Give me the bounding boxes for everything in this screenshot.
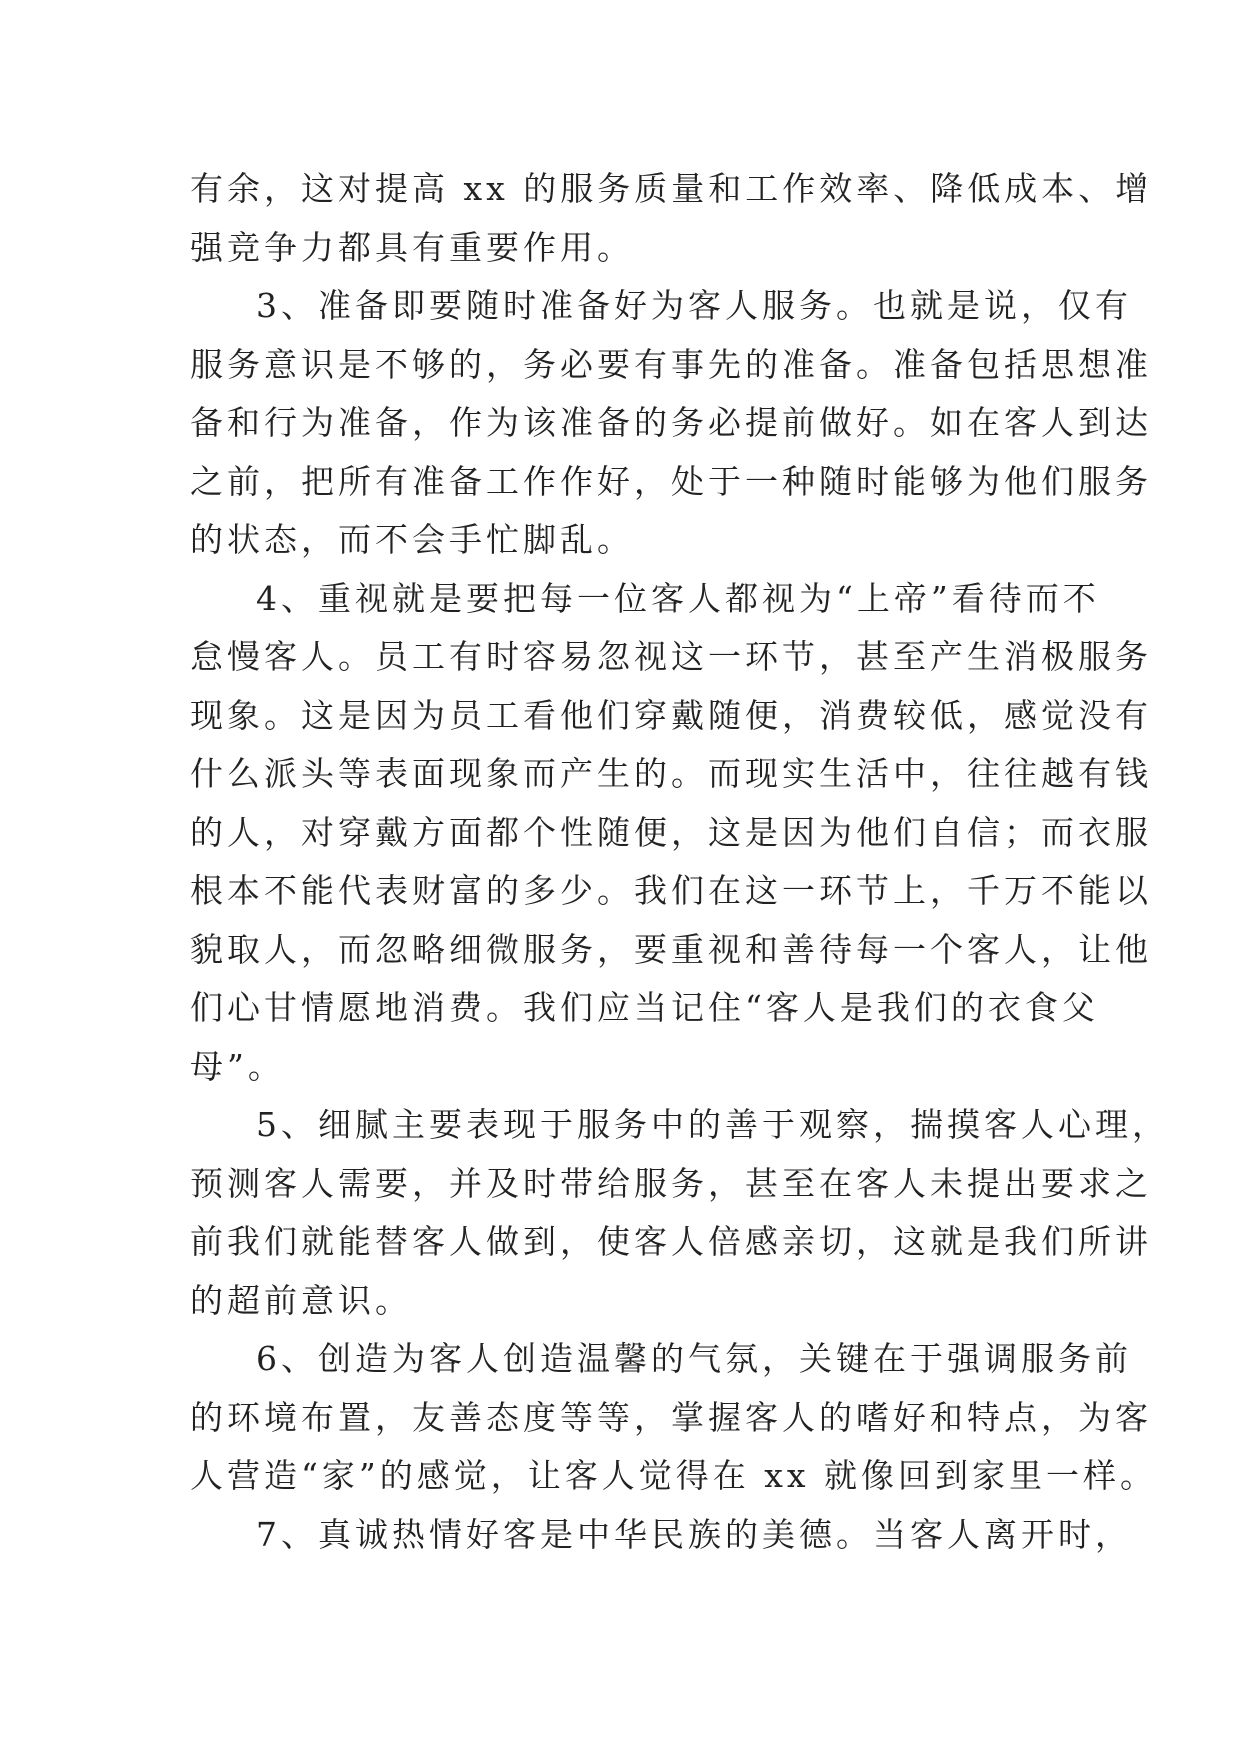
paragraph-start-line: 4、重视就是要把每一位客人都视为“上帝”看待而不 [256, 578, 1100, 618]
paragraph-start-line: 5、细腻主要表现于服务中的善于观察，揣摸客人心理， [256, 1105, 1169, 1144]
text-line: 的超前意识。 [190, 1280, 412, 1320]
text-line: 前我们就能替客人做到，使客人倍感亲切，这就是我们所讲 [190, 1222, 1152, 1261]
body-text [190, 160, 1169, 1564]
text-line: 之前，把所有准备工作作好，处于一种随时能够为他们服务 [190, 461, 1152, 501]
text-line: 们心甘情愿地消费。我们应当记住“客人是我们的衣食父 [190, 988, 1099, 1027]
text-line: 母”。 [190, 1046, 285, 1086]
text-line: 现象。这是因为员工看他们穿戴随便，消费较低，感觉没有 [190, 695, 1152, 735]
text-line: 的人，对穿戴方面都个性随便，这是因为他们自信；而衣服 [190, 812, 1152, 852]
paragraph-start-line: 3、准备即要随时准备好为客人服务。也就是说，仅有 [256, 286, 1132, 325]
text-line: 怠慢客人。员工有时容易忽视这一环节，甚至产生消极服务 [190, 637, 1152, 676]
paragraph-start-line: 6、创造为客人创造温馨的气氛，关键在于强调服务前 [256, 1339, 1132, 1378]
text-line: 有余，这对提高 xx 的服务质量和工作效率、降低成本、增 [190, 169, 1153, 208]
text-line: 的状态，而不会手忙脚乱。 [190, 520, 634, 559]
text-line: 备和行为准备，作为该准备的务必提前做好。如在客人到达 [190, 403, 1152, 442]
text-line: 预测客人需要，并及时带给服务，甚至在客人未提出要求之 [190, 1163, 1152, 1203]
text-line: 的环境布置，友善态度等等，掌握客人的嗜好和特点，为客 [190, 1397, 1152, 1437]
text-line: 貌取人，而忽略细微服务，要重视和善待每一个客人，让他 [190, 929, 1152, 969]
text-line: 强竞争力都具有重要作用。 [190, 227, 634, 267]
text-line: 服务意识是不够的，务必要有事先的准备。准备包括思想准 [190, 344, 1152, 384]
text-line: 什么派头等表面现象而产生的。而现实生活中，往往越有钱 [190, 754, 1152, 793]
text-line: 根本不能代表财富的多少。我们在这一环节上，千万不能以 [190, 871, 1152, 910]
text-line: 人营造“家”的感觉，让客人觉得在 xx 就像回到家里一样。 [190, 1456, 1157, 1495]
paragraph-start-line: 7、真诚热情好客是中华民族的美德。当客人离开时， [256, 1514, 1132, 1554]
